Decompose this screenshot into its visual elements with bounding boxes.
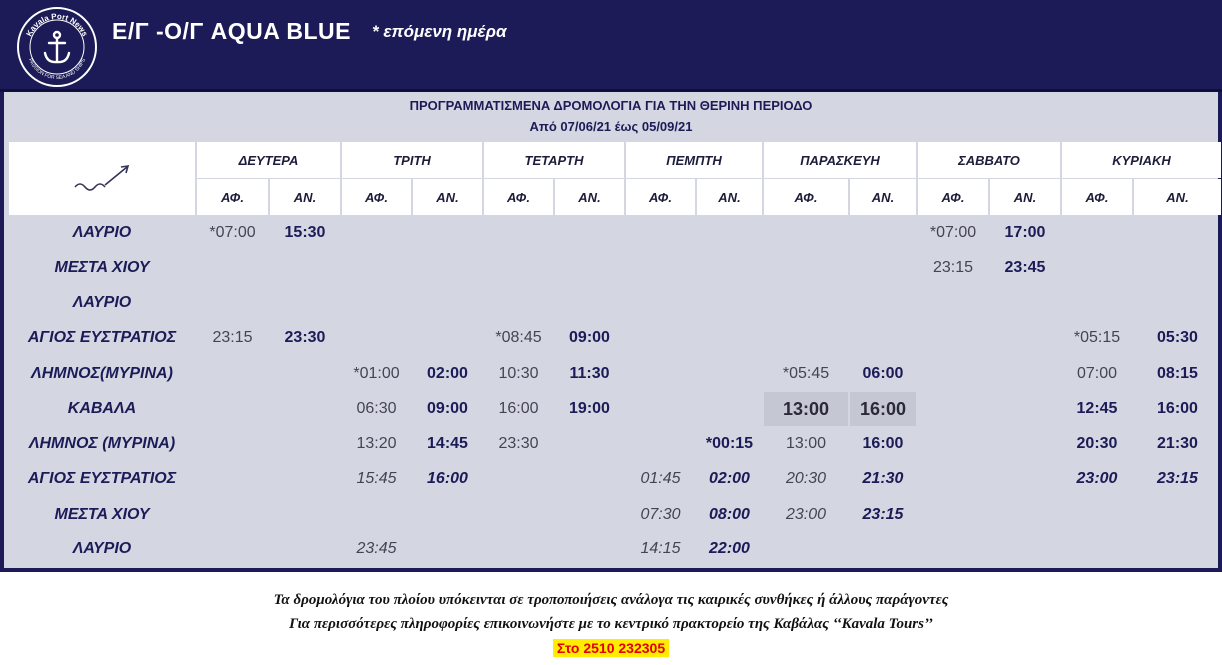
time-cell: 22:00	[709, 540, 750, 557]
time-cell	[342, 286, 411, 320]
port-name: ΑΓΙΟΣ ΕΥΣΤΡΑΤΙΟΣ	[27, 329, 177, 346]
time-cell: 10:30	[498, 365, 539, 382]
time-cell	[484, 286, 553, 320]
time-cell: *07:00	[209, 224, 256, 241]
departure-header: ΑΦ.	[197, 179, 268, 215]
time-cell	[270, 462, 340, 496]
time-cell: 16:00	[862, 435, 904, 452]
time-cell: 06:30	[356, 400, 397, 417]
day-header: ΤΕΤΑΡΤΗ	[484, 142, 624, 178]
departure-header: ΑΦ.	[484, 179, 553, 215]
time-cell: 12:45	[1076, 400, 1118, 417]
day-header: ΤΡΙΤΗ	[342, 142, 482, 178]
time-cell	[918, 321, 988, 355]
port-name: ΜΕΣΤΑ ΧΙΟΥ	[54, 259, 150, 276]
time-cell	[990, 532, 1060, 566]
departure-header: ΑΦ.	[764, 179, 848, 215]
time-cell: 13:20	[356, 435, 397, 452]
time-cell	[342, 498, 411, 532]
time-cell	[626, 216, 695, 250]
time-cell	[342, 321, 411, 355]
time-cell: 05:30	[1157, 329, 1198, 346]
time-cell	[764, 286, 848, 320]
time-cell	[626, 357, 695, 391]
time-cell	[270, 498, 340, 532]
port-name: ΛΑΥΡΙΟ	[72, 540, 132, 557]
time-cell	[484, 462, 553, 496]
arrival-header: ΑΝ.	[270, 179, 340, 215]
arrival-header: ΑΝ.	[1134, 179, 1221, 215]
time-cell: 19:00	[569, 400, 610, 417]
time-cell	[850, 321, 916, 355]
time-cell	[697, 216, 762, 250]
next-day-note: * επόμενη ημέρα	[372, 22, 507, 41]
time-cell: *08:45	[495, 329, 542, 346]
time-cell	[850, 286, 916, 320]
time-cell: 14:45	[427, 435, 468, 452]
time-cell	[626, 427, 695, 461]
port-name: ΑΓΙΟΣ ΕΥΣΤΡΑΤΙΟΣ	[27, 470, 177, 487]
time-cell	[413, 532, 482, 566]
time-cell	[990, 392, 1060, 426]
time-cell	[197, 251, 268, 285]
time-cell	[626, 251, 695, 285]
time-cell	[270, 357, 340, 391]
time-cell	[555, 216, 624, 250]
wave-arrow-icon	[67, 159, 137, 199]
time-cell	[990, 498, 1060, 532]
port-name: ΛΗΜΝΟΣ (ΜΥΡΙΝΑ)	[28, 435, 176, 452]
time-cell: 23:00	[1076, 470, 1118, 487]
time-cell: 21:30	[1157, 435, 1198, 452]
time-cell	[484, 498, 553, 532]
time-cell	[764, 532, 848, 566]
time-cell	[1062, 498, 1132, 532]
logo-text-top: Kavala Port News	[24, 11, 90, 38]
time-cell	[1134, 251, 1221, 285]
time-cell: 16:00	[1157, 400, 1198, 417]
time-cell	[555, 498, 624, 532]
time-cell: 02:00	[709, 470, 750, 487]
time-cell	[197, 392, 268, 426]
footer-disclaimer: Τα δρομολόγια του πλοίου υπόκεινται σε τροποποιήσεις ανάλογα τις καιρικές συνθήκες ή άλλους παράγοντες	[273, 592, 949, 608]
time-cell	[990, 286, 1060, 320]
time-cell	[413, 286, 482, 320]
time-cell: 23:30	[498, 435, 539, 452]
time-cell	[197, 357, 268, 391]
time-cell	[764, 321, 848, 355]
time-cell: *05:15	[1073, 329, 1121, 346]
day-header: ΣΑΒΒΑΤΟ	[918, 142, 1060, 178]
time-cell	[270, 427, 340, 461]
time-cell: 07:30	[640, 506, 681, 523]
departure-header: ΑΦ.	[918, 179, 988, 215]
day-header: ΚΥΡΙΑΚΗ	[1062, 142, 1221, 178]
ship-title: Ε/Γ -Ο/Γ AQUA BLUE	[112, 18, 351, 44]
time-cell	[413, 251, 482, 285]
time-cell: 06:00	[862, 365, 904, 382]
time-cell	[484, 251, 553, 285]
time-cell	[555, 532, 624, 566]
phone-number: Στο 2510 232305	[553, 639, 669, 657]
port-name: ΚΑΒΑΛΑ	[67, 400, 137, 417]
time-cell	[918, 462, 988, 496]
departure-header: ΑΦ.	[342, 179, 411, 215]
time-cell: 08:00	[709, 506, 750, 523]
departure-header: ΑΦ.	[626, 179, 695, 215]
time-cell	[197, 532, 268, 566]
time-cell: 01:45	[640, 470, 681, 487]
time-cell	[918, 392, 988, 426]
time-cell: 20:30	[1076, 435, 1118, 452]
time-cell	[197, 286, 268, 320]
time-cell: 07:00	[1076, 365, 1118, 382]
time-cell	[918, 498, 988, 532]
time-cell	[197, 498, 268, 532]
time-cell	[342, 251, 411, 285]
time-cell: 08:15	[1157, 365, 1198, 382]
time-cell: 23:30	[284, 329, 326, 346]
time-cell: 13:00	[764, 392, 848, 426]
time-cell: 13:00	[785, 435, 827, 452]
time-cell	[270, 532, 340, 566]
time-cell	[270, 286, 340, 320]
route-icon-cell	[9, 142, 195, 215]
time-cell	[850, 251, 916, 285]
time-cell: 23:15	[932, 259, 974, 276]
time-cell: 23:45	[1004, 259, 1046, 276]
time-cell: 02:00	[427, 365, 468, 382]
arrival-header: ΑΝ.	[555, 179, 624, 215]
time-cell	[197, 462, 268, 496]
time-cell	[850, 532, 916, 566]
time-cell	[1062, 532, 1132, 566]
time-cell	[990, 321, 1060, 355]
time-cell	[1062, 251, 1132, 285]
time-cell	[697, 321, 762, 355]
footer-contact: Για περισσότερες πληροφορίες επικοινωνήστε με το κεντρικό πρακτορείο της Καβάλας ‘‘Kavala Tours’’	[289, 616, 933, 632]
time-cell	[1062, 286, 1132, 320]
time-cell: 16:00	[427, 470, 468, 487]
time-cell: 23:00	[785, 506, 827, 523]
time-cell	[555, 427, 624, 461]
time-cell: 21:30	[862, 470, 904, 487]
port-name: ΛΑΥΡΙΟ	[72, 294, 132, 311]
time-cell	[1134, 216, 1221, 250]
time-cell: 23:15	[212, 329, 253, 346]
time-cell	[342, 216, 411, 250]
departure-header: ΑΦ.	[1062, 179, 1132, 215]
time-cell: 09:00	[427, 400, 468, 417]
time-cell	[1062, 216, 1132, 250]
time-cell: *05:45	[782, 365, 830, 382]
arrival-header: ΑΝ.	[990, 179, 1060, 215]
time-cell	[413, 321, 482, 355]
time-cell	[990, 427, 1060, 461]
time-cell: *07:00	[929, 224, 977, 241]
time-cell	[555, 286, 624, 320]
time-cell	[918, 427, 988, 461]
time-cell	[626, 286, 695, 320]
time-cell: 16:00	[850, 392, 916, 426]
time-cell	[764, 216, 848, 250]
time-cell: 23:15	[862, 506, 904, 523]
time-cell: 17:00	[1004, 224, 1046, 241]
port-name: ΛΗΜΝΟΣ(ΜΥΡΙΝΑ)	[31, 365, 173, 382]
kavala-port-news-logo	[16, 6, 98, 88]
arrival-header: ΑΝ.	[850, 179, 916, 215]
time-cell	[918, 286, 988, 320]
time-cell	[413, 216, 482, 250]
time-cell	[484, 216, 553, 250]
time-cell: 16:00	[498, 400, 539, 417]
time-cell	[626, 392, 695, 426]
time-cell	[270, 392, 340, 426]
port-name: ΜΕΣΤΑ ΧΙΟΥ	[54, 506, 150, 523]
time-cell: 23:45	[356, 540, 397, 557]
port-name: ΛΑΥΡΙΟ	[72, 224, 132, 241]
day-header: ΠΕΜΠΤΗ	[626, 142, 762, 178]
time-cell	[555, 251, 624, 285]
time-cell	[197, 427, 268, 461]
time-cell	[764, 251, 848, 285]
time-cell: *00:15	[705, 435, 754, 452]
time-cell	[1134, 286, 1221, 320]
time-cell	[990, 462, 1060, 496]
time-cell	[1134, 532, 1221, 566]
time-cell: *01:00	[353, 365, 400, 382]
time-cell	[413, 498, 482, 532]
time-cell	[918, 357, 988, 391]
day-header: ΠΑΡΑΣΚΕΥΗ	[764, 142, 916, 178]
time-cell: 15:45	[356, 470, 397, 487]
day-header: ΔΕΥΤΕΡΑ	[197, 142, 340, 178]
time-cell: 14:15	[640, 540, 681, 557]
time-cell	[697, 392, 762, 426]
time-cell	[484, 532, 553, 566]
time-cell	[697, 251, 762, 285]
time-cell	[918, 532, 988, 566]
time-cell: 20:30	[785, 470, 827, 487]
time-cell	[850, 216, 916, 250]
time-cell: 11:30	[569, 365, 610, 382]
time-cell: 09:00	[569, 329, 610, 346]
arrival-header: ΑΝ.	[697, 179, 762, 215]
arrival-header: ΑΝ.	[413, 179, 482, 215]
schedule-title: ΠΡΟΓΡΑΜΜΑΤΙΣΜΕΝΑ ΔΡΟΜΟΛΟΓΙΑ ΓΙΑ ΤΗΝ ΘΕΡΙΝΗ ΠΕΡΙΟΔΟ	[409, 98, 813, 113]
time-cell	[990, 357, 1060, 391]
time-cell: 23:15	[1157, 470, 1198, 487]
schedule-table	[0, 92, 1222, 572]
time-cell	[270, 251, 340, 285]
time-cell	[697, 357, 762, 391]
header-banner	[0, 0, 1222, 92]
time-cell	[697, 286, 762, 320]
time-cell: 15:30	[284, 224, 326, 241]
time-cell	[626, 321, 695, 355]
time-cell	[1134, 498, 1221, 532]
schedule-date-range: Από 07/06/21 έως 05/09/21	[529, 119, 693, 134]
time-cell	[555, 462, 624, 496]
logo-text-bottom: PASSION FOR SEA AND SHIPS	[26, 57, 88, 82]
